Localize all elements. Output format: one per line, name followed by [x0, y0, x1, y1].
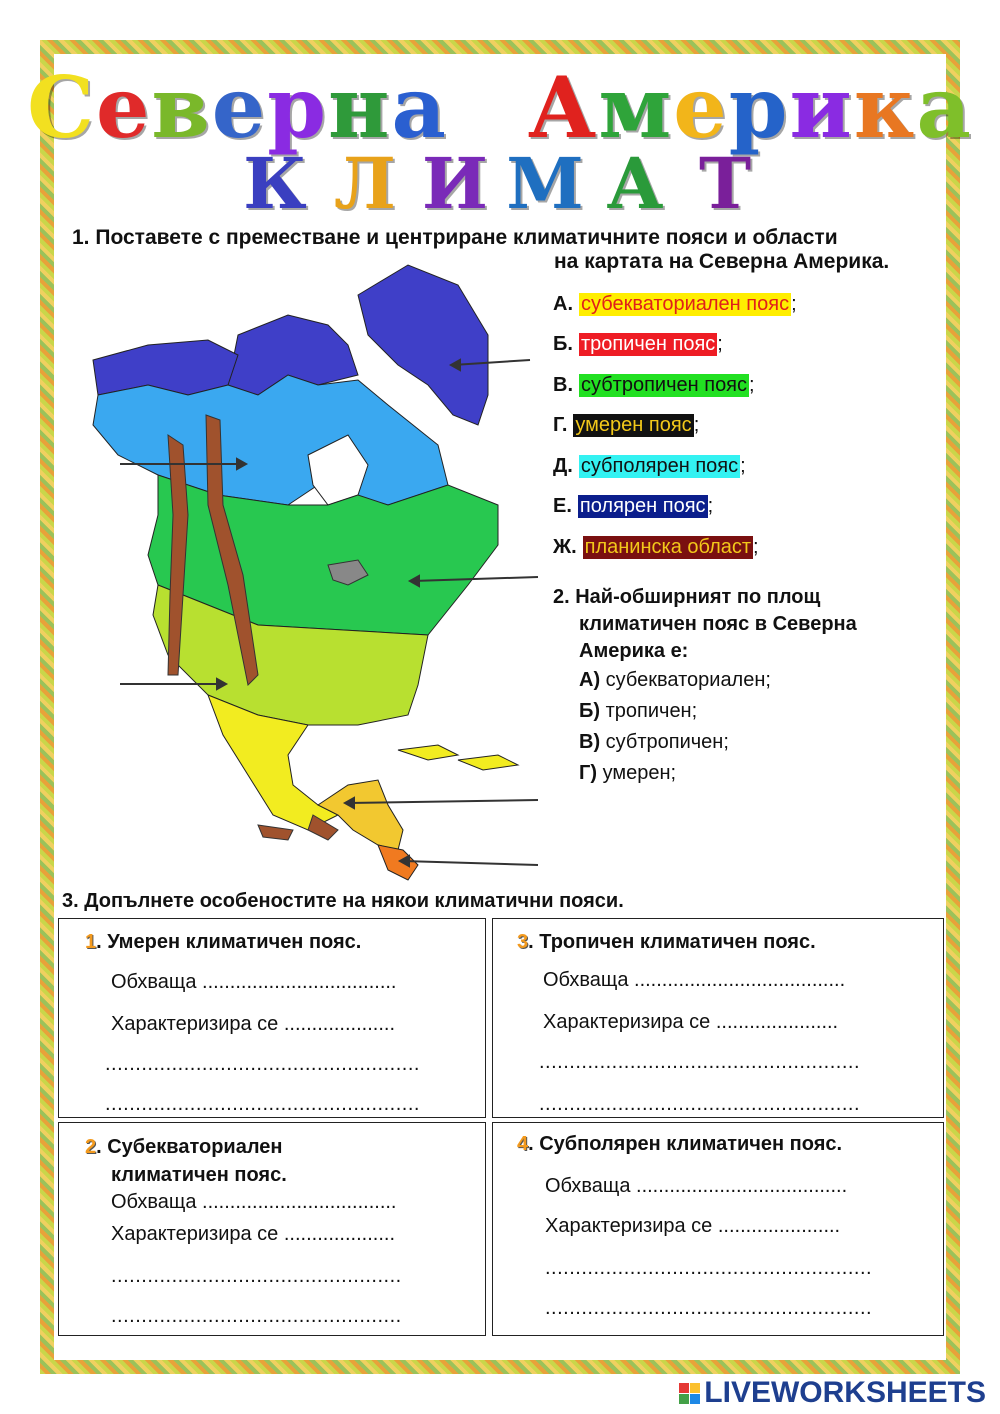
- legend-item[interactable]: [553, 527, 797, 568]
- answer-line[interactable]: ................................................: [111, 1265, 402, 1287]
- box-number: 1: [85, 931, 97, 953]
- legend-suffix: ;: [693, 414, 700, 437]
- subpolar-zone: [93, 375, 448, 505]
- legend-zone-chip[interactable]: полярен пояс: [579, 495, 706, 518]
- title-letter: н: [327, 58, 392, 157]
- legend-item[interactable]: [553, 325, 797, 366]
- legend-label: А.: [553, 292, 573, 315]
- title-letter: е: [673, 58, 729, 157]
- climate-legend: [553, 284, 797, 568]
- covers-field[interactable]: Обхваща ...................................: [111, 971, 397, 993]
- answer-option[interactable]: [553, 758, 933, 789]
- option-text: субтропичен;: [605, 731, 729, 753]
- characteristics-field[interactable]: Характеризира се ......................: [543, 1011, 839, 1033]
- legend-label: Б.: [553, 333, 573, 356]
- polar-zone: [93, 340, 238, 395]
- logo-icon: [679, 1383, 700, 1404]
- answer-line[interactable]: ....................................................: [105, 1093, 420, 1115]
- answer-line[interactable]: .....................................................: [539, 1051, 861, 1073]
- title-letter: р: [728, 58, 790, 157]
- legend-zone-chip[interactable]: субекваториален пояс: [581, 292, 790, 315]
- question-2-line3: Америка е:: [579, 640, 689, 662]
- title-letter: в: [151, 58, 212, 157]
- answer-line[interactable]: ......................................................: [545, 1297, 873, 1319]
- legend-item[interactable]: [553, 406, 797, 447]
- legend-label: Г.: [553, 414, 568, 437]
- option-letter: А): [579, 669, 601, 691]
- title-letter: к: [853, 58, 917, 157]
- legend-zone-chip[interactable]: субтропичен пояс: [581, 373, 748, 396]
- title-letter: М: [506, 142, 584, 225]
- answer-line[interactable]: ................................................: [111, 1305, 402, 1327]
- title-letter: К: [243, 142, 307, 225]
- legend-item[interactable]: [553, 284, 797, 325]
- title-letter: а: [916, 58, 973, 157]
- title-letter: Т: [698, 142, 752, 225]
- panama-equatorial-zone: [378, 845, 418, 880]
- option-letter: В): [579, 731, 601, 753]
- legend-suffix: ;: [791, 292, 797, 315]
- box-tropical: [492, 918, 944, 1118]
- legend-suffix: ;: [749, 373, 755, 396]
- legend-label: В.: [553, 373, 573, 396]
- option-letter: Б): [579, 700, 601, 722]
- box-temperate: [58, 918, 486, 1118]
- question-3-heading: 3. Допълнете особеностите на някои климатични пояси.: [62, 890, 624, 912]
- question-2: [553, 584, 933, 789]
- title-letter: С: [27, 58, 96, 157]
- legend-item[interactable]: [553, 446, 797, 487]
- characteristics-field[interactable]: Характеризира се ....................: [111, 1013, 395, 1035]
- legend-label: Д.: [553, 454, 573, 477]
- title-letter: е: [211, 58, 268, 157]
- north-america-climate-map: [58, 255, 548, 885]
- legend-item[interactable]: [553, 365, 797, 406]
- characteristics-field[interactable]: Характеризира се ....................: [111, 1223, 395, 1245]
- legend-suffix: ;: [707, 495, 714, 518]
- box-subequatorial: [58, 1122, 486, 1336]
- question-2-line1: 2. Най-обширният по площ: [553, 586, 821, 608]
- title-letter: р: [267, 58, 328, 157]
- box-title-line2: климатичен пояс.: [111, 1164, 287, 1186]
- title-letter: и: [789, 58, 854, 157]
- caribbean-islands: [398, 745, 518, 770]
- box-number: 4: [517, 1133, 529, 1155]
- legend-zone-chip[interactable]: умерен пояс: [575, 414, 692, 437]
- characteristics-field[interactable]: Характеризира се ......................: [545, 1215, 841, 1237]
- question-1-line1: 1. Поставете с преместване и центриране климатичните пояси и области: [72, 226, 838, 249]
- legend-suffix: ;: [717, 333, 723, 356]
- legend-label: Ж.: [553, 535, 577, 558]
- title-letter: е: [95, 58, 152, 157]
- legend-item[interactable]: [553, 487, 797, 528]
- title-letter: И: [421, 142, 489, 225]
- question-2-line2: климатичен пояс в Северна: [579, 613, 857, 635]
- legend-label: Е.: [553, 495, 572, 518]
- covers-field[interactable]: Обхваща ......................................: [543, 969, 846, 991]
- covers-field[interactable]: Обхваща ...................................: [111, 1191, 397, 1213]
- title-letter: м: [598, 58, 674, 157]
- box-title: . Умерен климатичен пояс.: [96, 931, 362, 953]
- legend-zone-chip[interactable]: планинска област: [584, 535, 752, 558]
- legend-zone-chip[interactable]: субполярен пояс: [580, 454, 739, 477]
- box-number: 2: [85, 1136, 97, 1158]
- box-title: . Субполярен климатичен пояс.: [528, 1133, 843, 1155]
- title-letter: Л: [334, 142, 396, 225]
- arrow-subequatorial: [403, 861, 538, 865]
- option-text: умерен;: [602, 762, 677, 784]
- logo-text: LIVEWORKSHEETS: [704, 1376, 986, 1409]
- answer-line[interactable]: ......................................................: [545, 1257, 873, 1279]
- title-letter: а: [391, 58, 448, 157]
- legend-suffix: ;: [753, 535, 759, 558]
- answer-option[interactable]: [553, 665, 933, 696]
- title-letter: А: [527, 58, 599, 157]
- box-number: 3: [517, 931, 529, 953]
- liveworksheets-logo: [679, 1376, 986, 1410]
- answer-line[interactable]: ....................................................: [105, 1053, 420, 1075]
- covers-field[interactable]: Обхваща ......................................: [545, 1175, 848, 1197]
- box-title: . Тропичен климатичен пояс.: [528, 931, 816, 953]
- legend-suffix: ;: [740, 454, 746, 477]
- legend-zone-chip[interactable]: тропичен пояс: [580, 333, 716, 356]
- title-letter: А: [606, 142, 664, 225]
- box-title-line1: . Субекваториален: [96, 1136, 283, 1158]
- title-klimat: [0, 142, 1000, 225]
- option-letter: Г): [579, 762, 597, 784]
- question-1-line2: на картата на Северна Америка.: [554, 250, 890, 273]
- box-subpolar: [492, 1122, 944, 1336]
- option-text: субекваториален;: [605, 669, 771, 691]
- answer-option[interactable]: [553, 696, 933, 727]
- answer-line[interactable]: .....................................................: [539, 1093, 861, 1115]
- answer-option[interactable]: [553, 727, 933, 758]
- option-text: тропичен;: [605, 700, 698, 722]
